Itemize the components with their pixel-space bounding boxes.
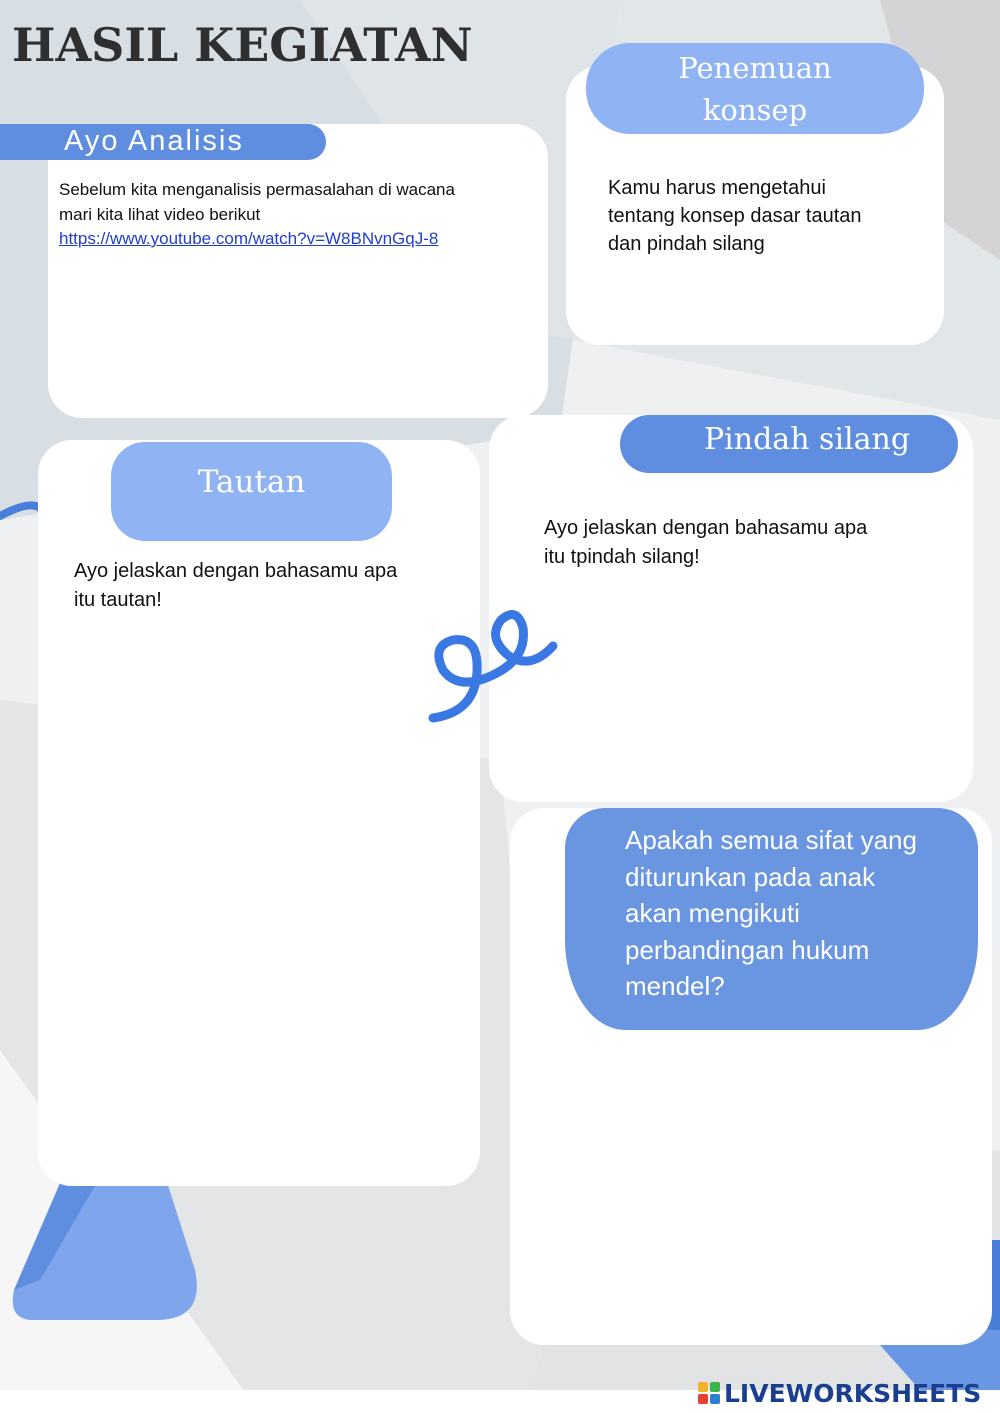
analisis-header: [0, 124, 326, 160]
penemuan-line-3: dan pindah silang: [608, 233, 765, 255]
penemuan-header-line-2: konsep: [702, 93, 808, 127]
tautan-header-label: Tautan: [197, 464, 306, 500]
tautan-header: [111, 442, 392, 541]
analisis-intro: [59, 178, 455, 252]
liveworksheets-logo[interactable]: [698, 1378, 981, 1408]
analisis-card: [48, 124, 548, 418]
squiggle-decoration: [425, 600, 565, 730]
tautan-prompt: [74, 557, 397, 615]
tautan-line-2: itu tautan!: [74, 589, 162, 611]
pindah-line-1: Ayo jelaskan dengan bahasamu apa: [544, 517, 868, 539]
penemuan-header-line-1: Penemuan: [678, 51, 832, 85]
question-line-1: Apakah semua sifat yang: [625, 825, 917, 855]
tautan-line-1: Ayo jelaskan dengan bahasamu apa: [74, 560, 398, 582]
brand-name: LIVEWORKSHEETS: [724, 1378, 982, 1408]
pindah-header-label: Pindah silang: [704, 422, 911, 457]
analisis-header-label: Ayo Analisis: [64, 125, 244, 157]
video-link[interactable]: https://www.youtube.com/watch?v=W8BNvnGqJ-8: [59, 229, 439, 248]
question-line-3: akan mengikuti: [625, 898, 800, 928]
question-text: [625, 822, 917, 1005]
penemuan-text: [608, 174, 862, 258]
page-title: HASIL KEGIATAN: [12, 18, 473, 72]
question-line-4: perbandingan hukum: [625, 934, 870, 965]
pindah-header: [620, 415, 958, 473]
pindah-prompt: [544, 514, 867, 572]
tautan-card[interactable]: [38, 440, 480, 1186]
penemuan-line-1: Kamu harus mengetahui: [608, 177, 826, 199]
question-line-2: diturunkan pada anak: [625, 861, 876, 892]
penemuan-header: [586, 43, 924, 134]
analisis-line-1: Sebelum kita menganalisis permasalahan di wacana: [59, 180, 455, 199]
pindah-line-2: itu tpindah silang!: [544, 546, 700, 568]
question-line-5: mendel?: [625, 971, 725, 1001]
analisis-line-2: mari kita lihat video berikut: [59, 204, 261, 224]
question-bubble: [565, 808, 978, 1030]
penemuan-line-2: tentang konsep dasar tautan: [608, 205, 862, 227]
logo-icon: [698, 1382, 720, 1404]
